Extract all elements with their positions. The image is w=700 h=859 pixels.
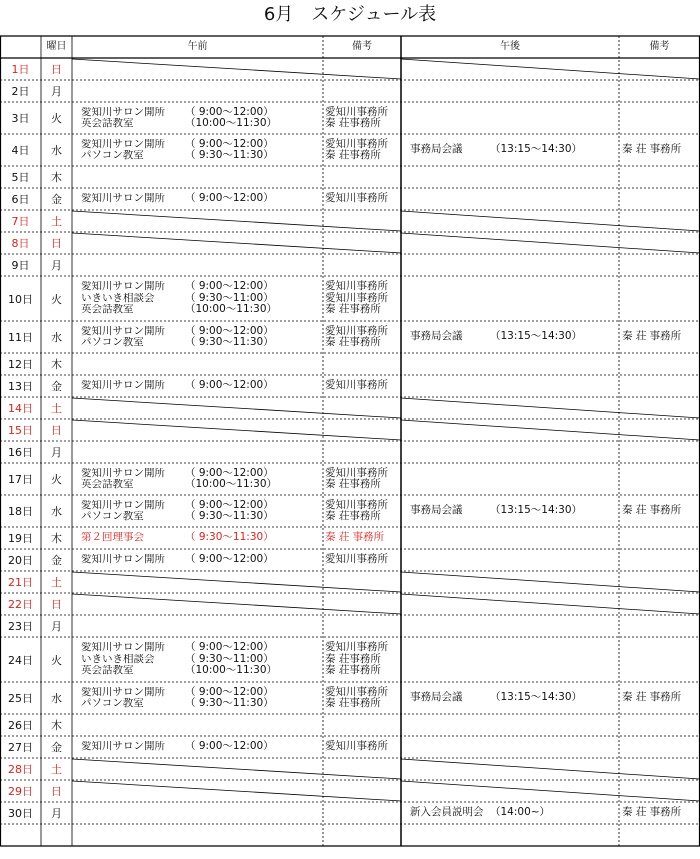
am-event-name: 英会話教室 — [81, 304, 134, 316]
row-day: 26日 — [8, 719, 33, 732]
blank-day-slash — [72, 781, 401, 801]
am-event-note: 愛知川事務所 — [325, 498, 388, 511]
am-event-note: 秦 荘事務所 — [325, 336, 381, 348]
row-day: 5日 — [11, 171, 30, 184]
blank-day-slash — [72, 759, 401, 779]
row-day: 14日 — [8, 402, 33, 415]
row-weekday: 月 — [51, 807, 62, 820]
blank-day-slash — [401, 420, 700, 440]
row-weekday: 月 — [51, 85, 62, 98]
row-day: 2日 — [11, 85, 30, 98]
row-weekday: 火 — [51, 292, 62, 306]
row-weekday: 水 — [51, 144, 62, 157]
am-event-note: 愛知川事務所 — [325, 192, 388, 205]
row-weekday: 水 — [51, 692, 62, 705]
pm-event-name: 事務局会議 — [410, 330, 463, 343]
am-event-note: 愛知川事務所 — [325, 740, 388, 753]
row-weekday: 日 — [51, 598, 62, 611]
am-event-name: パソコン教室 — [81, 698, 144, 709]
am-event-note: 愛知川事務所 — [325, 291, 388, 304]
row-day: 23日 — [8, 620, 33, 633]
blank-day-slash — [72, 211, 401, 231]
am-note-header: 備考 — [352, 41, 372, 52]
blank-day-slash — [72, 594, 401, 614]
row-weekday: 金 — [51, 193, 62, 206]
row-weekday: 月 — [51, 259, 62, 272]
row-day: 7日 — [11, 215, 30, 228]
am-event-name: 愛知川サロン開所 — [81, 642, 165, 654]
am-event-name: いきいき相談会 — [81, 653, 155, 665]
am-event-note: 秦 荘事務所 — [325, 149, 381, 161]
am-event-name: 英会話教室 — [81, 479, 134, 490]
pm-event-time: （13:15～14:30） — [490, 143, 583, 156]
row-day: 25日 — [8, 692, 33, 705]
row-day: 21日 — [8, 576, 33, 589]
blank-day-slash — [72, 233, 401, 253]
pm-event-time: （13:15～14:30） — [490, 691, 583, 704]
pm-note: 秦 荘 事務所 — [622, 143, 682, 156]
am-event-time: （ 9:00～12:00） — [185, 466, 274, 479]
am-event-time: （10:00～11:30） — [185, 664, 278, 677]
row-day: 22日 — [8, 598, 33, 611]
am-event-note: 秦 荘事務所 — [325, 117, 381, 129]
blank-day-slash — [401, 594, 700, 614]
row-day: 1日 — [11, 63, 30, 76]
am-event-name: 英会話教室 — [81, 118, 134, 129]
row-day: 9日 — [11, 259, 30, 272]
am-event-note: 愛知川事務所 — [325, 105, 388, 118]
blank-day-slash — [401, 398, 700, 418]
am-event-note: 愛知川事務所 — [325, 685, 388, 698]
row-weekday: 火 — [51, 653, 62, 667]
row-day: 30日 — [8, 807, 33, 820]
day-header: 曜日 — [46, 41, 67, 52]
am-event-time: （ 9:30～11:30） — [185, 149, 274, 161]
am-event-time: （ 9:00～12:00） — [185, 379, 274, 392]
am-event-name: 第２回理事会 — [81, 532, 144, 544]
row-weekday: 水 — [51, 331, 62, 344]
am-event-name: 愛知川サロン開所 — [81, 193, 165, 205]
am-event-name: パソコン教室 — [81, 511, 144, 522]
row-weekday: 土 — [51, 763, 62, 776]
am-event-note: 秦 荘事務所 — [325, 664, 381, 677]
am-event-note: 秦 荘事務所 — [325, 652, 381, 665]
row-weekday: 木 — [51, 719, 62, 732]
blank-day-slash — [401, 211, 700, 231]
am-event-note: 秦 荘事務所 — [325, 510, 381, 522]
am-event-time: （ 9:00～12:00） — [185, 137, 274, 150]
row-weekday: 金 — [51, 380, 62, 393]
row-weekday: 土 — [51, 215, 62, 228]
am-event-name: パソコン教室 — [81, 337, 144, 348]
am-event-name: 愛知川サロン開所 — [81, 467, 165, 479]
row-weekday: 月 — [51, 446, 62, 459]
row-day: 29日 — [8, 785, 33, 798]
am-event-note: 愛知川事務所 — [325, 641, 388, 654]
row-day: 10日 — [8, 292, 33, 306]
am-event-name: 愛知川サロン開所 — [81, 281, 165, 293]
row-day: 4日 — [11, 144, 30, 157]
row-weekday: 日 — [51, 237, 62, 250]
row-weekday: 土 — [51, 402, 62, 415]
am-event-time: （ 9:30～11:30） — [185, 531, 274, 544]
am-event-note: 愛知川事務所 — [325, 137, 388, 150]
am-event-note: 秦 荘事務所 — [325, 303, 381, 316]
blank-day-slash — [401, 781, 700, 801]
pm-event-name: 事務局会議 — [410, 143, 463, 156]
row-day: 20日 — [8, 554, 33, 567]
am-event-name: 愛知川サロン開所 — [81, 741, 165, 753]
blank-day-slash — [401, 572, 700, 592]
am-event-time: （ 9:00～12:00） — [185, 498, 274, 511]
am-event-note: 秦 荘事務所 — [325, 697, 381, 709]
am-event-time: （ 9:00～12:00） — [185, 685, 274, 698]
am-event-name: 愛知川サロン開所 — [81, 686, 165, 698]
row-weekday: 金 — [51, 554, 62, 567]
row-weekday: 木 — [51, 358, 62, 371]
pm-event-time: （14:00~） — [490, 806, 551, 819]
row-day: 19日 — [8, 532, 33, 545]
pm-note-header: 備考 — [649, 41, 670, 52]
row-day: 15日 — [8, 424, 33, 437]
pm-note: 秦 荘 事務所 — [622, 330, 682, 343]
pm-note: 秦 荘 事務所 — [622, 691, 682, 704]
row-weekday: 木 — [51, 171, 62, 184]
am-event-time: （ 9:30～11:30） — [185, 510, 274, 522]
am-event-time: （ 9:30～11:00） — [185, 652, 274, 665]
row-weekday: 火 — [51, 473, 62, 486]
am-event-note: 愛知川事務所 — [325, 466, 388, 479]
row-weekday: 月 — [51, 620, 62, 633]
pm-note: 秦 荘 事務所 — [622, 504, 682, 517]
row-weekday: 金 — [51, 741, 62, 754]
blank-day-slash — [401, 59, 700, 79]
row-day: 11日 — [8, 331, 33, 344]
am-event-time: （10:00～11:30） — [185, 478, 278, 490]
pm-event-name: 事務局会議 — [410, 504, 463, 517]
row-day: 8日 — [11, 237, 30, 250]
blank-day-slash — [401, 233, 700, 253]
row-day: 24日 — [8, 653, 33, 667]
blank-day-slash — [72, 420, 401, 440]
pm-note: 秦 荘 事務所 — [622, 806, 682, 819]
row-day: 3日 — [11, 112, 30, 125]
row-weekday: 日 — [51, 63, 62, 76]
am-event-name: 愛知川サロン開所 — [81, 554, 165, 566]
blank-day-slash — [72, 398, 401, 418]
am-event-note: 愛知川事務所 — [325, 553, 388, 566]
am-event-time: （ 9:00～12:00） — [185, 553, 274, 566]
pm-event-name: 新入会員説明会 — [410, 806, 484, 819]
am-event-note: 愛知川事務所 — [325, 280, 388, 293]
am-event-note: 秦 荘 事務所 — [325, 531, 385, 544]
row-day: 18日 — [8, 505, 33, 518]
pm-event-time: （13:15～14:30） — [490, 504, 583, 517]
row-weekday: 日 — [51, 785, 62, 798]
am-event-time: （ 9:00～12:00） — [185, 105, 274, 118]
row-weekday: 木 — [51, 532, 62, 545]
row-day: 28日 — [8, 763, 33, 776]
am-event-name: パソコン教室 — [81, 150, 144, 161]
row-day: 27日 — [8, 741, 33, 754]
row-weekday: 土 — [51, 576, 62, 589]
am-event-name: いきいき相談会 — [81, 292, 155, 304]
pm-header: 午後 — [500, 41, 520, 52]
am-event-note: 秦 荘事務所 — [325, 478, 381, 490]
row-day: 17日 — [8, 473, 33, 486]
am-event-name: 愛知川サロン開所 — [81, 380, 165, 392]
blank-day-slash — [72, 59, 401, 79]
am-event-time: （ 9:30～11:30） — [185, 697, 274, 709]
page-title: 6月 スケジュール表 — [263, 4, 437, 25]
am-event-time: （ 9:00～12:00） — [185, 280, 274, 293]
row-day: 6日 — [11, 193, 30, 206]
row-weekday: 水 — [51, 505, 62, 518]
row-day: 16日 — [8, 446, 33, 459]
am-event-note: 愛知川事務所 — [325, 324, 388, 337]
row-day: 12日 — [8, 358, 33, 371]
row-weekday: 日 — [51, 424, 62, 437]
am-event-time: （ 9:30～11:00） — [185, 291, 274, 304]
am-event-time: （10:00～11:30） — [185, 303, 278, 316]
am-event-name: 愛知川サロン開所 — [81, 106, 165, 118]
pm-event-time: （13:15～14:30） — [490, 330, 583, 343]
am-event-time: （ 9:30～11:30） — [185, 336, 274, 348]
am-event-time: （ 9:00～12:00） — [185, 192, 274, 205]
am-event-name: 英会話教室 — [81, 665, 134, 677]
blank-day-slash — [72, 572, 401, 592]
am-event-name: 愛知川サロン開所 — [81, 138, 165, 150]
am-event-note: 愛知川事務所 — [325, 379, 388, 392]
am-event-time: （10:00～11:30） — [185, 117, 278, 129]
row-day: 13日 — [8, 380, 33, 393]
am-event-name: 愛知川サロン開所 — [81, 499, 165, 511]
row-weekday: 火 — [51, 112, 62, 125]
am-event-time: （ 9:00～12:00） — [185, 641, 274, 654]
am-event-time: （ 9:00～12:00） — [185, 324, 274, 337]
pm-event-name: 事務局会議 — [410, 691, 463, 704]
blank-day-slash — [401, 759, 700, 779]
am-header: 午前 — [187, 41, 208, 52]
am-event-time: （ 9:00～12:00） — [185, 740, 274, 753]
am-event-name: 愛知川サロン開所 — [81, 325, 165, 337]
